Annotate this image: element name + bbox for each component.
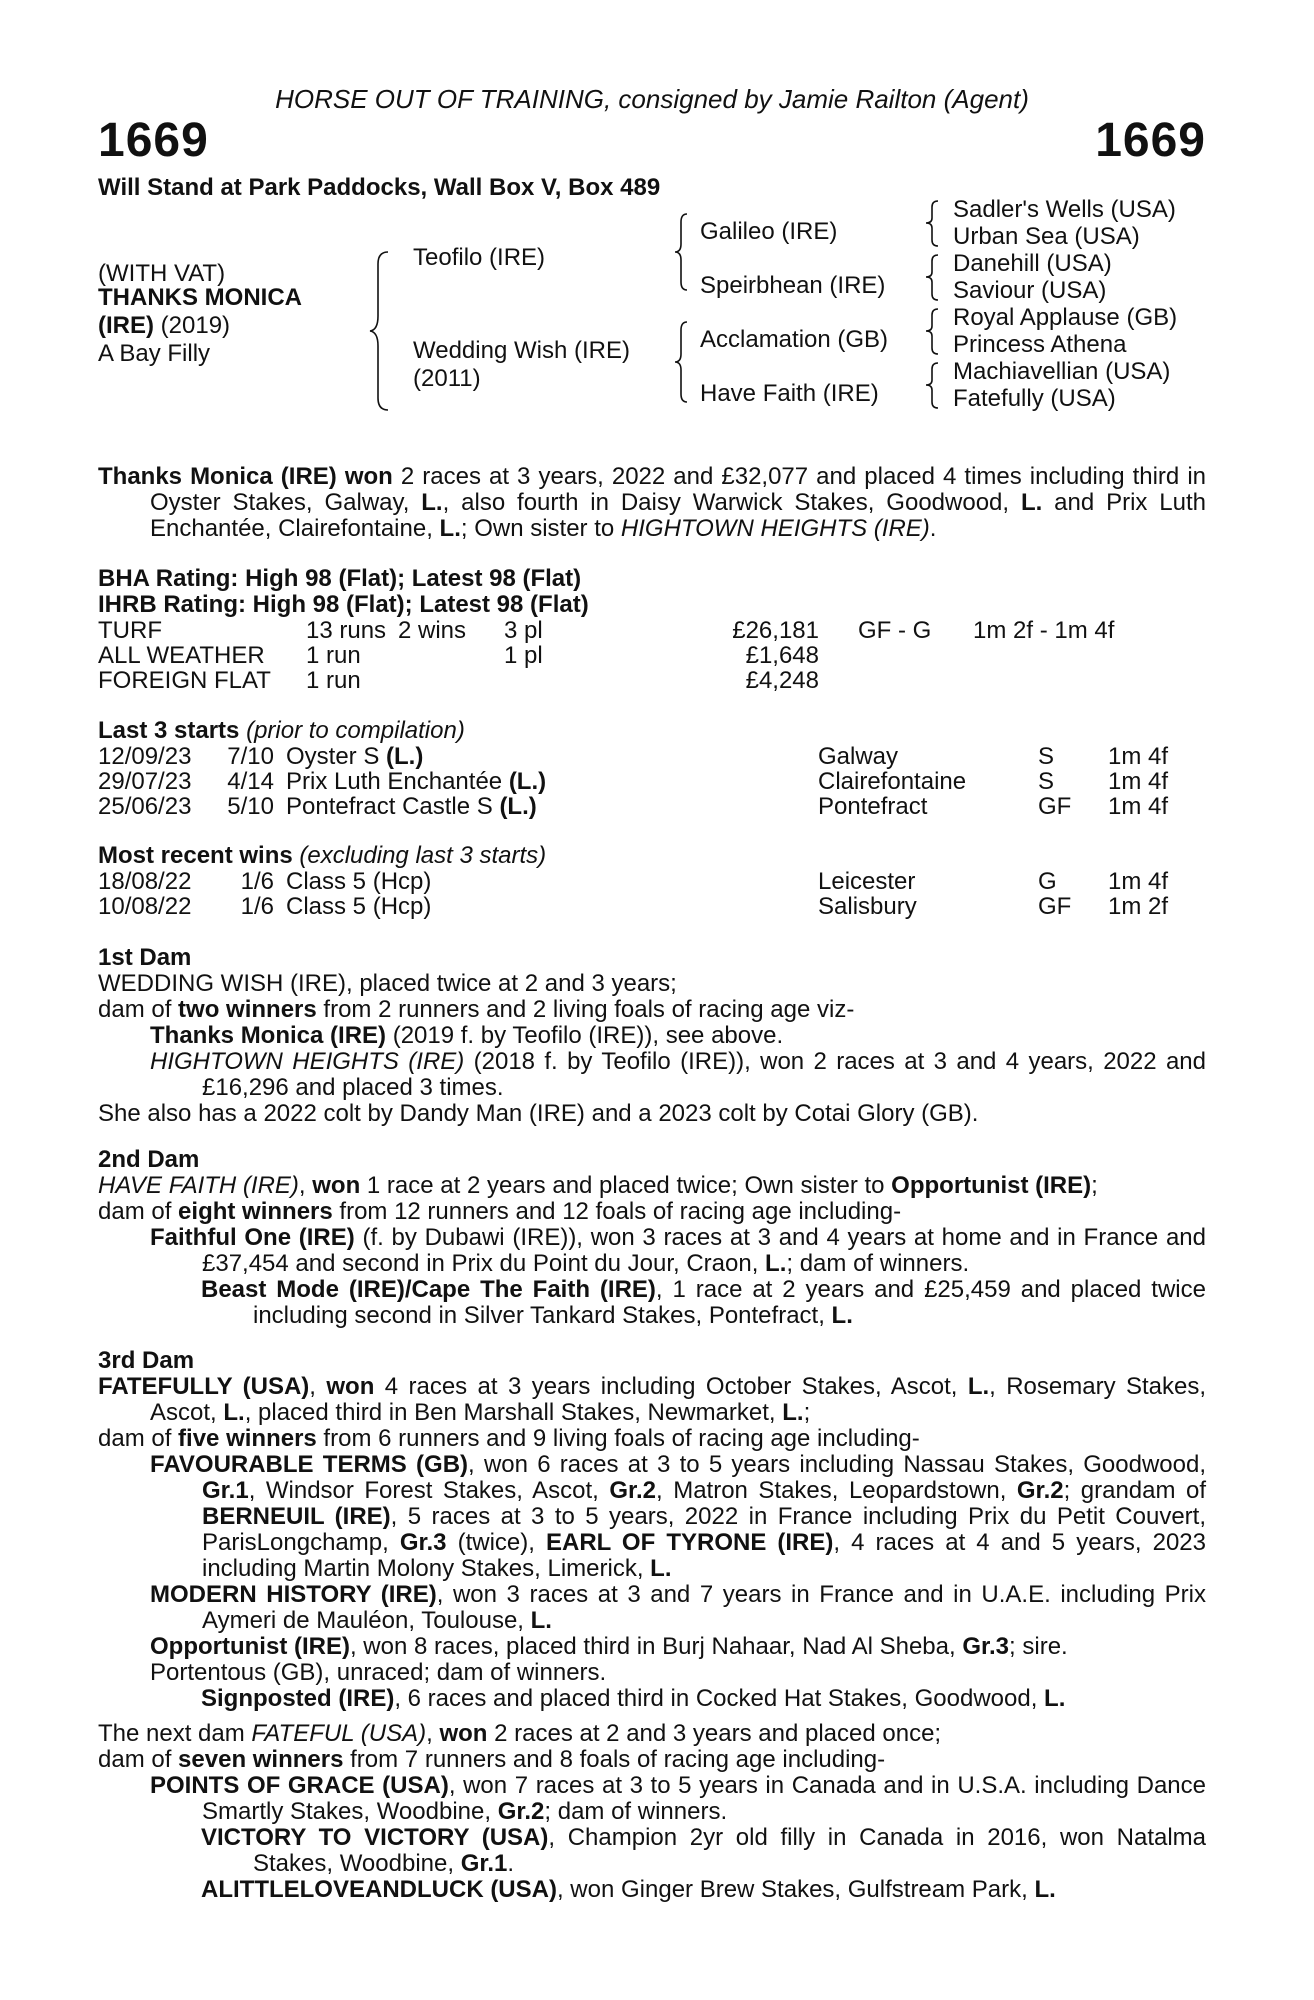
ss-sire: Sadler's Wells (USA) xyxy=(953,196,1176,223)
lot-number-left: 1669 xyxy=(98,114,209,167)
rating-prize: £26,181 xyxy=(732,617,819,644)
run-going: G xyxy=(1038,868,1057,895)
run-race: Prix Luth Enchantée (L.) xyxy=(286,768,547,795)
run-distance: 1m 4f xyxy=(1108,793,1169,820)
rating-places: 3 pl xyxy=(504,617,543,644)
horse-suffix: (IRE) (2019) xyxy=(98,312,231,339)
brace-dd xyxy=(924,361,944,411)
most-recent-wins: Most recent wins (excluding last 3 starts) 18/08/22 1/6 Class 5 (Hcp) Leicester G 1m 4f 10/08/22 1/6 Class 5 (Hcp) Salisbury GF 1m 2f xyxy=(98,843,1206,919)
brace-sire-dam xyxy=(368,250,394,412)
run-date: 10/08/22 xyxy=(98,893,192,920)
run-row xyxy=(98,744,1206,769)
summary-paragraph: Thanks Monica (IRE) won 2 races at 3 years, 2022 and £32,077 and placed 4 times including third in Oyster Stakes, Galway, L., also fourth in Daisy Warwick Stakes, Goodwood, L. and Prix Luth Enchantée, Clairefontaine, L.; Own sister to HIGHTOWN HEIGHTS (IRE). xyxy=(98,463,1206,542)
run-course: Salisbury xyxy=(818,893,917,920)
run-course: Pontefract xyxy=(818,793,928,820)
run-going: GF xyxy=(1038,793,1072,820)
run-race: Class 5 (Hcp) xyxy=(286,893,432,920)
run-course: Galway xyxy=(818,743,899,770)
stand-location: Will Stand at Park Paddocks, Wall Box V, Box 489 xyxy=(98,174,661,201)
third-dam: 3rd Dam FATEFULLY (USA), won 4 races at 3 years including October Stakes, Ascot, L., Rosemary Stakes, Ascot, L., placed third in Ben Marshall Stakes, Newmarket, L.; dam of five winners from 6 runners and 9 living foals of racing age including- FAVOURABLE TERMS (GB), won 6 races at 3 to 5 years including Nassau Stakes, Goodwood, Gr.1, Windsor Forest Stakes, Ascot, Gr.2, Matron Stakes, Leopardstown, Gr.2; grandam of BERNEUIL (IRE), 5 races at 3 to 5 years, 2022 in France including Prix du Petit Couvert, ParisLongchamp, Gr.3 (twice), EARL OF TYRONE (IRE), 4 races at 4 and 5 years, 2023 including Martin Molony Stakes, Limerick, L. MODERN HISTORY (IRE), won 3 races at 3 and 7 years in France and in U.A.E. including Prix Aymeri de Mauléon, Toulouse, L. Opportunist (IRE), won 8 races, placed third in Burj Nahaar, Nad Al Sheba, Gr.3; sire. Portentous (GB), unraced; dam of winners. Signposted (IRE), 6 races and placed third in Cocked Hat Stakes, Goodwood, L. xyxy=(98,1347,1207,1712)
run-date: 12/09/23 xyxy=(98,743,192,770)
sire-sire: Galileo (IRE) xyxy=(700,218,838,245)
ss-dam: Urban Sea (USA) xyxy=(953,223,1140,250)
run-row xyxy=(98,794,1206,819)
dam-sire: Acclamation (GB) xyxy=(700,326,889,353)
ihrb-rating: IHRB Rating: High 98 (Flat); Latest 98 (Flat) xyxy=(98,591,589,618)
sire-dam: Speirbhean (IRE) xyxy=(700,272,886,299)
ds-dam: Princess Athena xyxy=(953,331,1127,358)
rating-prize: £4,248 xyxy=(745,667,819,694)
run-going: S xyxy=(1038,743,1055,770)
vat-note: (WITH VAT) xyxy=(98,260,226,287)
brace-ss xyxy=(924,199,944,249)
ds-sire: Royal Applause (GB) xyxy=(953,304,1178,331)
brace-sd xyxy=(924,253,944,303)
sd-dam: Saviour (USA) xyxy=(953,277,1107,304)
dd-sire: Machiavellian (USA) xyxy=(953,358,1171,385)
brace-ds xyxy=(924,307,944,357)
run-race: Pontefract Castle S (L.) xyxy=(286,793,537,820)
run-date: 18/08/22 xyxy=(98,868,192,895)
run-distance: 1m 4f xyxy=(1108,768,1169,795)
run-race: Class 5 (Hcp) xyxy=(286,868,432,895)
run-distance: 1m 2f xyxy=(1108,893,1169,920)
run-date: 29/07/23 xyxy=(98,768,192,795)
rating-prize: £1,648 xyxy=(745,642,819,669)
dam-year: (2011) xyxy=(413,365,481,392)
rating-row xyxy=(98,643,1206,668)
rating-row xyxy=(98,668,1206,693)
consignor-line: HORSE OUT OF TRAINING, consigned by Jamie Railton (Agent) xyxy=(275,84,1029,114)
rating-runs: 13 runs xyxy=(306,617,387,644)
run-position: 5/10 xyxy=(227,793,274,820)
rating-type: FOREIGN FLAT xyxy=(98,667,271,694)
run-row xyxy=(98,894,1206,919)
run-course: Clairefontaine xyxy=(818,768,967,795)
dd-dam: Fatefully (USA) xyxy=(953,385,1116,412)
brace-sire-parents xyxy=(673,212,693,292)
dam-dam: Have Faith (IRE) xyxy=(700,380,879,407)
rating-distance: 1m 2f - 1m 4f xyxy=(973,617,1115,644)
ratings-block xyxy=(98,566,1206,693)
next-dam: The next dam FATEFUL (USA), won 2 races at 2 and 3 years and placed once; dam of seven winners from 7 runners and 8 foals of racing age including- POINTS OF GRACE (USA), won 7 races at 3 to 5 years in Canada and in U.S.A. including Dance Smartly Stakes, Woodbine, Gr.2; dam of winners. VICTORY TO VICTORY (USA), Champion 2yr old filly in Canada in 2016, won Natalma Stakes, Woodbine, Gr.1. ALITTLELOVEANDLUCK (USA), won Ginger Brew Stakes, Gulfstream Park, L. xyxy=(98,1720,1207,1903)
second-dam: 2nd Dam HAVE FAITH (IRE), won 1 race at 2 years and placed twice; Own sister to Opportunist (IRE); dam of eight winners from 12 runners and 12 foals of racing age including- Faithful One (IRE) (f. by Dubawi (IRE)), won 3 races at 3 and 4 years at home and in France and £37,454 and second in Prix du Point du Jour, Craon, L.; dam of winners. Beast Mode (IRE)/Cape The Faith (IRE), 1 race at 2 years and £25,459 and placed twice including second in Silver Tankard Stakes, Pontefract, L. xyxy=(98,1146,1206,1329)
last-3-starts: Last 3 starts (prior to compilation) 12/09/23 7/10 Oyster S (L.) Galway S 1m 4f 29/07/23 4/14 Prix Luth Enchantée (L.) Clairefontaine S 1m 4f 25/06/23 5/10 Pontefract Castle S (L.) Pontefract GF 1m 4f xyxy=(98,718,1206,819)
catalogue-page xyxy=(98,0,1206,2000)
rating-runs: 1 run xyxy=(306,642,361,669)
run-course: Leicester xyxy=(818,868,916,895)
rating-places: 1 pl xyxy=(504,642,543,669)
run-position: 1/6 xyxy=(240,868,274,895)
pedigree-table xyxy=(98,196,1206,422)
run-row xyxy=(98,869,1206,894)
run-distance: 1m 4f xyxy=(1108,868,1169,895)
rating-wins: 2 wins xyxy=(398,617,467,644)
rating-runs: 1 run xyxy=(306,667,361,694)
horse-name: THANKS MONICA xyxy=(98,284,302,311)
run-going: S xyxy=(1038,768,1055,795)
dam: Wedding Wish (IRE) xyxy=(413,337,630,364)
first-dam: 1st Dam WEDDING WISH (IRE), placed twice at 2 and 3 years; dam of two winners from 2 runners and 2 living foals of racing age viz- Thanks Monica (IRE) (2019 f. by Teofilo (IRE)), see above. HIGHTOWN HEIGHTS (IRE) (2018 f. by Teofilo (IRE)), won 2 races at 3 and 4 years, 2022 and £16,296 and placed 3 times. She also has a 2022 colt by Dandy Man (IRE) and a 2023 colt by Cotai Glory (GB). xyxy=(98,944,1206,1127)
brace-dam-parents xyxy=(673,320,693,404)
horse-description: A Bay Filly xyxy=(98,340,211,367)
run-date: 25/06/23 xyxy=(98,793,192,820)
run-position: 4/14 xyxy=(227,768,274,795)
run-position: 7/10 xyxy=(227,743,274,770)
rating-type: ALL WEATHER xyxy=(98,642,265,669)
run-going: GF xyxy=(1038,893,1072,920)
rating-type: TURF xyxy=(98,617,162,644)
run-race: Oyster S (L.) xyxy=(286,743,424,770)
run-distance: 1m 4f xyxy=(1108,743,1169,770)
run-row xyxy=(98,769,1206,794)
rating-going: GF - G xyxy=(858,617,932,644)
sire: Teofilo (IRE) xyxy=(413,244,546,271)
bha-rating: BHA Rating: High 98 (Flat); Latest 98 (Flat) xyxy=(98,565,582,592)
lot-number-right: 1669 xyxy=(1095,114,1206,167)
sd-sire: Danehill (USA) xyxy=(953,250,1112,277)
run-position: 1/6 xyxy=(240,893,274,920)
rating-row xyxy=(98,618,1206,643)
